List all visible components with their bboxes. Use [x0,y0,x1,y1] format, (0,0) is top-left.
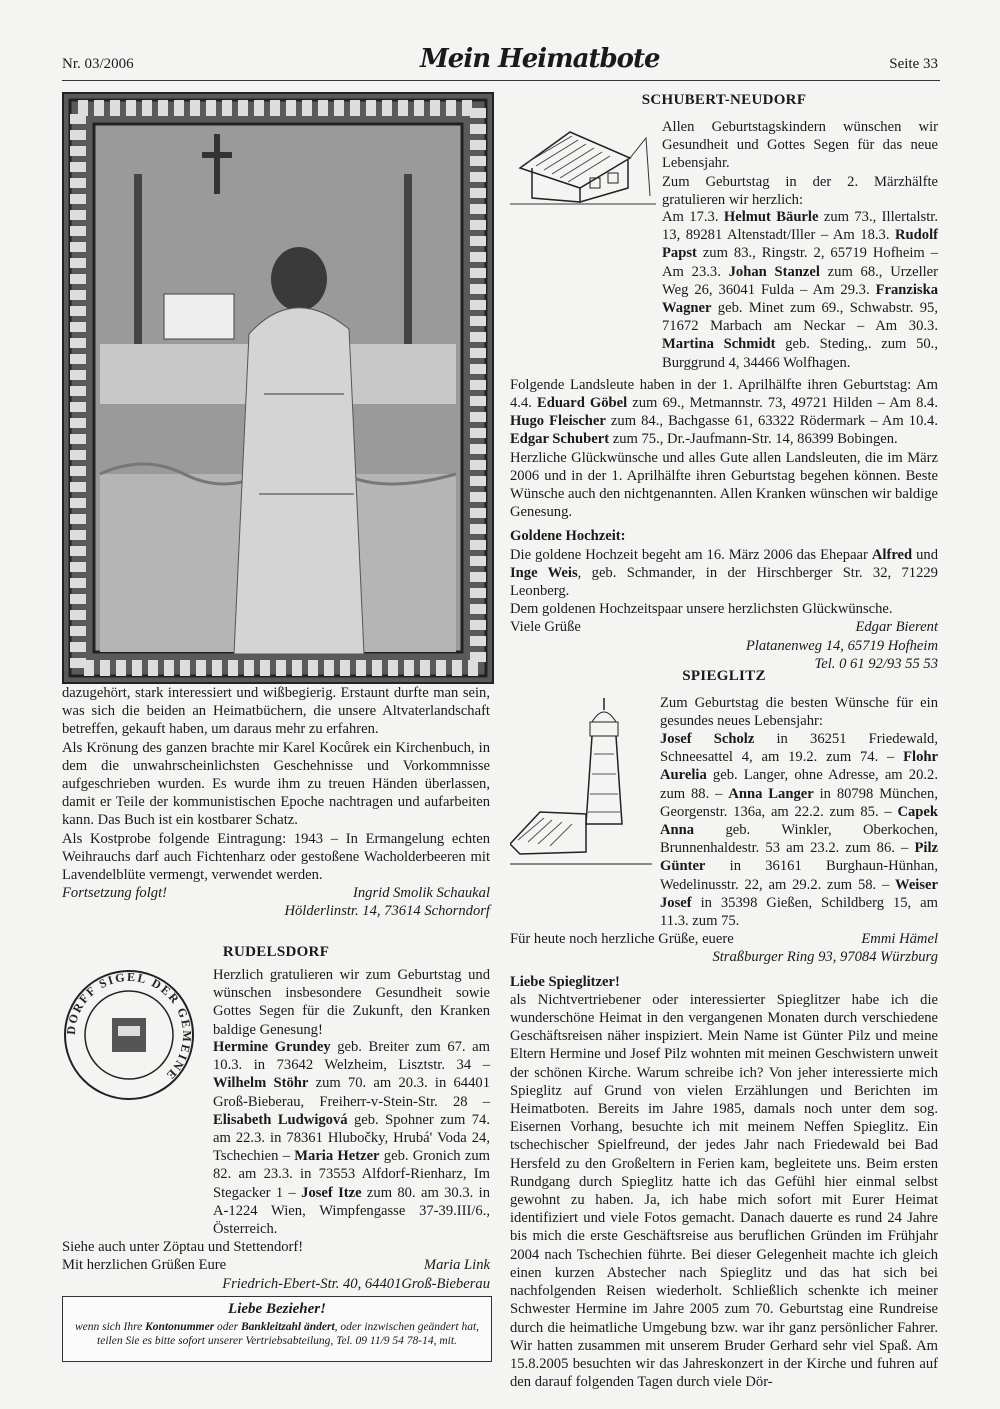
birthday-detail: zum 70. am 20.3. in 64401 Groß-Bieberau, Freiherr-v-Stein-Str. 28 – [213,1075,490,1110]
paragraph: Die goldene Hochzeit begeht am 16. März 2006 das Ehepaar [510,546,872,563]
paragraph: dazugehört, stark interessiert und wißbegierig. Erstaunt durfte man sein, was sich die beiden an Heimatbüchern, die unsere Altvaterlandschaft betreffen, gekauft haben, um daraus mehr zu erfahren. [62,685,490,738]
birthday-detail: zum 80. am 30.3. in A-1224 Wien, Wimpfengasse 37-39.III/6., Österreich. [213,1184,491,1238]
birthday-detail: in 36161 Burghaun-Hünhan, Wedelinusstr. 22, am 29.2. zum 58. – [660,858,938,893]
person-name: Pilz Günter [660,840,938,875]
notice-text: , oder inzwischen geändert hat, teilen Sie es bitte sofort unserer Vertriebsabteilung, Tel. 09 11/9 54 78-14, mit. [97,1321,480,1347]
birthday-detail: Folgende Landsleute haben in der 1. Aprilhälfte ihren Geburtstag: Am 4.4. [510,376,938,412]
section-heading-schubert-neudorf: SCHUBERT-NEUDORF [641,92,807,108]
person-name: Wilhelm Stöhr [213,1075,309,1092]
paragraph: , geb. Schmander, in der Hirschberger Str. 32, 71229 Leonberg. [510,564,938,600]
birthday-detail: geb. Breiter zum 67. am 10.3. in 73642 Welzheim, Lisztstr. 34 – [213,1039,490,1074]
birthday-detail: geb. Winkler, Oberkochen, Brunnenhaldestr. 53 am 23.2. zum 86. – [660,822,938,857]
section-heading-rudelsdorf: RUDELSDORF [222,944,330,960]
spieglitz-intro [660,694,938,730]
cross-reference: Siehe auch unter Zöptau und Stettendorf! [62,1239,304,1256]
notice-text: wenn sich Ihre [74,1321,146,1333]
notice-text: oder [214,1321,242,1333]
person-name: Josef Itze [301,1184,362,1201]
birthday-detail: in 35398 Gießen, Schildberg 15, am 11.3. zum 75. [660,894,938,930]
paragraph: Dem goldenen Hochzeitspaar unsere herzlichsten Glückwünsche. [510,601,893,618]
person-name: Flohr Aurelia [660,749,938,784]
subheading-golden-wedding: Goldene Hochzeit: [510,528,626,545]
birthday-detail: zum 68., Urzeller Weg 26, 36041 Fulda – Am 29.3. [662,263,939,298]
greeting: Mit herzlichen Grüßen Eure [62,1257,227,1274]
birthday-detail: zum 84., Bachgasse 61, 63322 Rödermark – Am 10.4. [605,413,938,430]
person-name: Anna Langer [728,785,814,802]
birthday-detail: zum 83., Ringstr. 2, 65719 Hofheim – Am 23.3. [662,245,938,280]
author-address: Straßburger Ring 93, 97084 Würzburg [712,949,938,966]
spieglitz-birthdays [510,730,938,1391]
person-name: Helmut Bäurle [723,209,819,225]
paragraph: Allen Geburtstagskindern wünschen wir Gesundheit und Gottes Segen für das neue Lebensjahr. [662,119,938,172]
issue-number: Nr. 03/2006 [62,56,134,72]
schubert-birthdays [510,208,938,673]
birthday-detail: geb. Gronich zum 82. am 23.3. in 73553 Alfdorf-Rienharz, Im Stegacker 1 – [213,1148,490,1201]
header-rule [62,80,940,81]
paragraph: und [912,546,938,563]
author-address: Friedrich-Ebert-Str. 40, 64401Groß-Bieberau [222,1275,490,1292]
person-name: Martina Schmidt [662,336,776,353]
person-name: Inge Weis [510,564,578,581]
notice-keyword: Kontonummer [145,1321,215,1333]
person-name: Elisabeth Ludwigová [213,1111,348,1128]
article-continuation [62,684,490,921]
greeting: Viele Grüße [510,619,581,636]
paragraph: Herzlich gratulieren wir zum Geburtstag und wünschen insbesondere Gesundheit sowie Gottes Segen für die Zukunft, den Kranken baldige Genesung! [213,967,490,1038]
altar-picture-frame [64,94,492,682]
paragraph: Herzliche Glückwünsche und alles Gute allen Landsleuten, die im März 2006 und in der 1. Aprilhälfte ihren Geburtstag begehen können. Beste Wünsche auch den nichtgenannten. Allen Kranken wünschen wir baldige Genesung. [510,449,938,521]
birthday-detail: zum 75., Dr.-Jaufmann-Str. 14, 86399 Bobingen. [609,431,898,448]
paragraph: Als Krönung des ganzen brachte mir Karel Kocůrek ein Kirchenbuch, in dem die unwahrscheinlichsten Geschehnisse und Vorkommnisse aufgeschrieben wurden. Es wurde ihm zu treuen Händen überlassen, damit er Teile der kommunistischen Epoche nachtragen und aufarbeiten kann. Das Buch ist ein kostbarer Schatz. [62,739,490,829]
author-name: Maria Link [423,1257,490,1274]
author-address: Platanenweg 14, 65719 Hofheim [745,637,938,654]
section-heading-spieglitz: SPIEGLITZ [682,668,766,684]
birthday-detail: geb. Steding,. zum 50., Burggrund 4, 34466 Wolfhagen. [662,336,938,371]
subscriber-notice [62,1296,492,1362]
birthday-detail: geb. Spohner zum 74. am 22.3. in 78361 Hlubočky, Hrubá' Voda 24, Tschechien – [213,1111,490,1165]
author-name: Edgar Bierent [855,619,938,636]
paragraph: Zum Geburtstag die besten Wünsche für ein gesundes neues Lebensjahr: [660,695,938,730]
person-name: Edgar Schubert [510,431,610,448]
page-number: Seite 33 [889,56,938,72]
person-name: Hugo Fleischer [510,413,606,430]
birthday-detail: geb. Langer, ohne Adresse, am 20.2. zum 88. – [660,767,938,802]
continued-note: Fortsetzung folgt! [62,885,167,902]
seal-text: DORFF SIGEL DER GEMEINE [63,969,195,1084]
person-name: Capek Anna [660,803,938,839]
greeting: Für heute noch herzliche Grüße, euere [510,931,734,948]
person-name: Weiser Josef [660,876,938,911]
letter-heading: Liebe Spieglitzer! [510,973,620,990]
birthday-detail: Am 17.3. [662,209,724,225]
notice-keyword: Bankleitzahl ändert [241,1321,335,1333]
birthday-detail: zum 73., Illertalstr. 13, 89281 Altenstadt/Iller – Am 18.3. [662,209,938,244]
author-name: Ingrid Smolik Schaukal [353,885,490,902]
person-name: Josef Scholz [660,731,755,747]
author-phone: Tel. 0 61 92/93 55 53 [814,655,938,672]
schubert-intro [662,118,938,209]
author-name: Emmi Hämel [861,931,938,948]
rudelsdorf-intro [213,966,490,1039]
paragraph: Als Kostprobe folgende Eintragung: 1943 – In Ermangelung echten Weihrauchs darf auch Fichtenharz oder gestoßene Wacholderbeeren mit Lavendelblüte vermengt, verwendet werden. [62,830,490,884]
person-name: Johan Stanzel [728,263,820,280]
letter-body: als Nichtvertriebener oder interessierter Spieglitzer habe ich die wunderschöne Heimat in den vergangenen Monaten durch verschiedene Geschäftsreisen näher inspiziert. Mein Name ist Günter Pilz und meine Eltern Hermine und Josef Pilz wohnten mit meinen Geschwistern unweit der schönen Kirche. Warum schreibe ich? Von jeher interessierte mich Spieglitz auf Grund von vielen Erzählungen und Berichten im Heimatboten. Bereits im Jahre 1985, damals noch unter dem sog. Eisernen Vorhang, besuchte ich mit meinem Neffen Spieglitz. Ein tschechischer Spielfreund, der jedes Jahr nach Friedewald bei Bad Hersfeld zu den Großeltern in Ferien kam, begleitete uns. Beim ersten Rundgang durch Spieglitz hatte ich das Gefühl hier einmal selbst gewohnt zu haben. Ja, ich habe mich sofort mit Eurer Heimat identifiziert und viele Fotos gemacht. Danach dauerte es rund 24 Jahre bis mich die erste Geschäftsreise aus beruflichen Gründen im Frühjahr 2004 nach Tschechien führte. Bei dieser Gelegenheit machte ich gleich einen kurzen Abstecher nach Spieglitz und das hat sich bei nachfolgenden Reisen wiederholt. Schließlich schenkte ich meiner Schwester Hermine im Jahre 2005 zum 70. Geburtstag eine Rundreise durch die heimatliche Umgebung bzw. war ihr ganz persönlicher Fahrer. Wir hatten zusammen mit unserem Bruder Gerhard sehr viel Spaß. Am 15.8.2005 besuchten wir das Jahreskonzert in der Kirche und fuhren auf den darauf folgenden Tagen durch viele Dör- [510,991,938,1391]
masthead-logo: Mein Heimatbote [420,44,660,74]
person-name: Maria Hetzer [294,1148,380,1165]
church-photo [62,92,494,684]
person-name: Alfred [871,546,913,563]
birthday-detail: geb. Minet zum 69., Schwabstr. 95, 71672 Marbach am Neckar – Am 30.3. [662,300,938,335]
person-name: Rudolf Papst [662,227,938,262]
author-address: Hölderlinstr. 14, 73614 Schorndorf [284,903,490,920]
birthday-detail: in 36251 Friedewald, Schneesattel 4, am 19.2. zum 74. – [660,731,938,766]
person-name: Eduard Göbel [536,395,628,412]
rudelsdorf-birthdays [62,1038,490,1311]
house-sketch [510,118,656,210]
person-name: Franziska Wagner [662,281,938,317]
paragraph: Zum Geburtstag in der 2. Märzhälfte gratulieren wir herzlich: [662,173,938,208]
notice-title: Liebe Bezieher! [228,1301,326,1317]
house-icon [510,118,656,210]
birthday-detail: zum 69., Metmannstr. 73, 49721 Hilden – Am 8.4. [627,395,938,412]
birthday-detail: in 80798 München, Georgenstr. 136a, am 22.2. zum 85. – [660,785,938,820]
person-name: Hermine Grundey [213,1039,331,1055]
